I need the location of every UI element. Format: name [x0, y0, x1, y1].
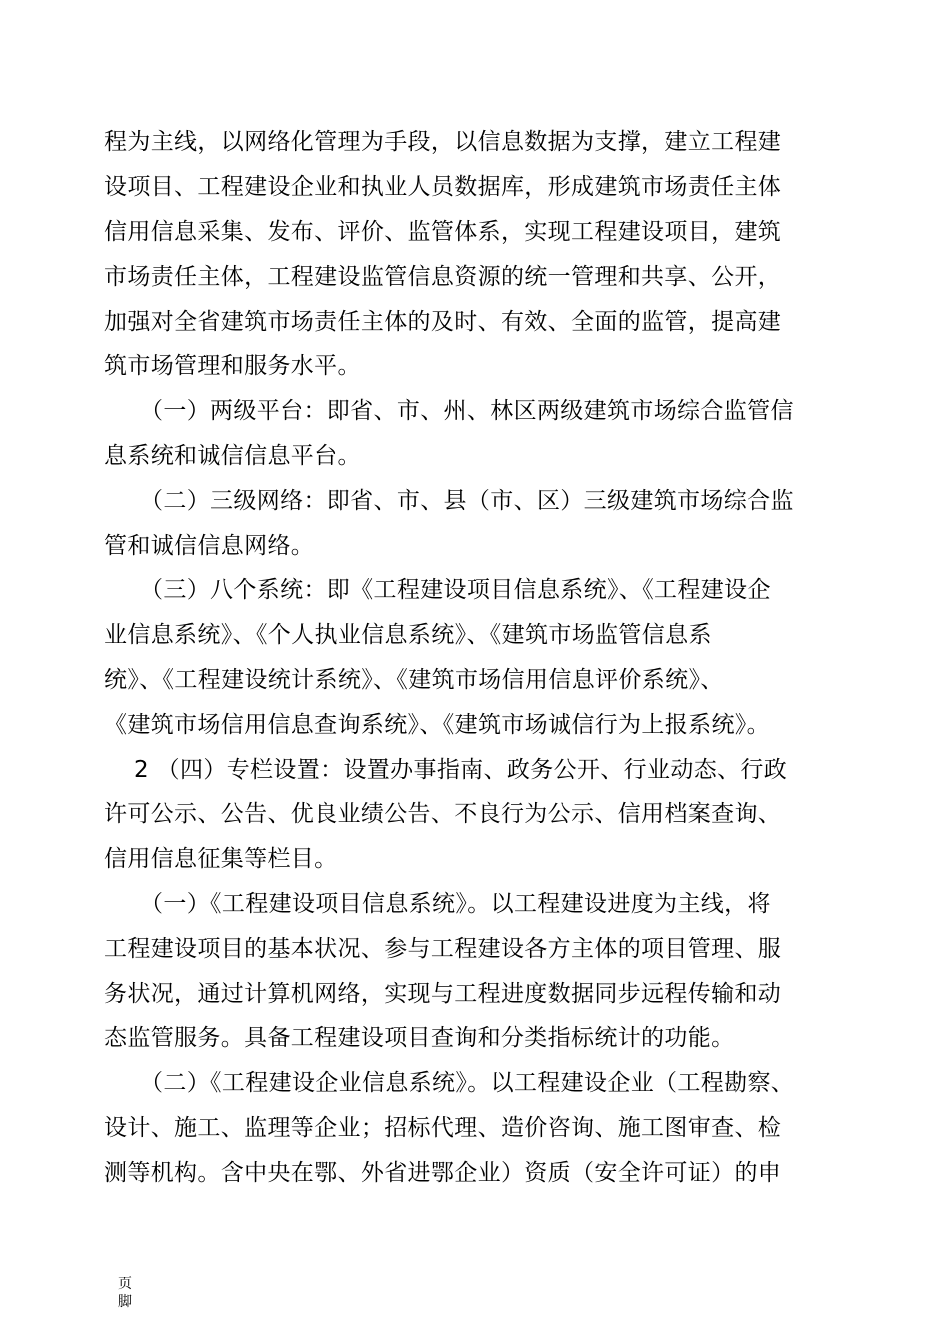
text-line: 程为主线，以网络化管理为手段，以信息数据为支撑，建立工程建 [104, 129, 782, 155]
text-line: 设项目、工程建设企业和执业人员数据库，形成建筑市场责任主体 [104, 174, 782, 200]
text-line: 许可公示、公告、优良业绩公告、不良行为公示、信用档案查询、 [104, 801, 782, 827]
text-line: 市场责任主体，工程建设监管信息资源的统一管理和共享、公开， [104, 264, 782, 290]
text-line: 信用信息征集等栏目。 [104, 846, 338, 872]
text-line: 业信息系统》、《个人执业信息系统》、《建筑市场监管信息系 [104, 622, 712, 648]
text-line: 态监管服务。具备工程建设项目查询和分类指标统计的功能。 [104, 1025, 735, 1051]
text-line: 2 （四）专栏设置：设置办事指南、政务公开、行业动态、行政 [134, 757, 788, 783]
text-line: 息系统和诚信信息平台。 [104, 443, 361, 469]
text-line: 《建筑市场信用信息查询系统》、《建筑市场诚信行为上报系统》。 [104, 712, 770, 738]
text-line: 筑市场管理和服务水平。 [104, 353, 361, 379]
text-line: 设计、施工、监理等企业；招标代理、造价咨询、施工图审查、检 [104, 1115, 782, 1141]
footer-label: 页 [118, 1276, 132, 1292]
text-line: （二）《工程建设企业信息系统》。以工程建设企业（工程勘察、 [140, 1070, 795, 1096]
footer-label: 脚 [118, 1294, 132, 1310]
text-line: 统》、《工程建设统计系统》、《建筑市场信用信息评价系统》、 [104, 667, 724, 693]
text-line: （一）两级平台：即省、市、州、林区两级建筑市场综合监管信 [140, 398, 794, 424]
text-line: 信用信息采集、发布、评价、监管体系，实现工程建设项目，建筑 [104, 219, 782, 245]
text-line: 加强对全省建筑市场责任主体的及时、有效、全面的监管，提高建 [104, 309, 782, 335]
text-line: （二）三级网络：即省、市、县（市、区）三级建筑市场综合监 [140, 488, 794, 514]
text-line: 管和诚信信息网络。 [104, 533, 315, 559]
text-line: （三）八个系统：即《工程建设项目信息系统》、《工程建设企 [140, 577, 771, 603]
text-line: 测等机构。含中央在鄂、外省进鄂企业）资质（安全许可证）的申 [104, 1160, 782, 1186]
text-line: （一）《工程建设项目信息系统》。以工程建设进度为主线，将 [140, 891, 771, 917]
text-line: 工程建设项目的基本状况、参与工程建设各方主体的项目管理、服 [104, 936, 782, 962]
text-line: 务状况，通过计算机网络，实现与工程进度数据同步远程传输和动 [104, 981, 782, 1007]
